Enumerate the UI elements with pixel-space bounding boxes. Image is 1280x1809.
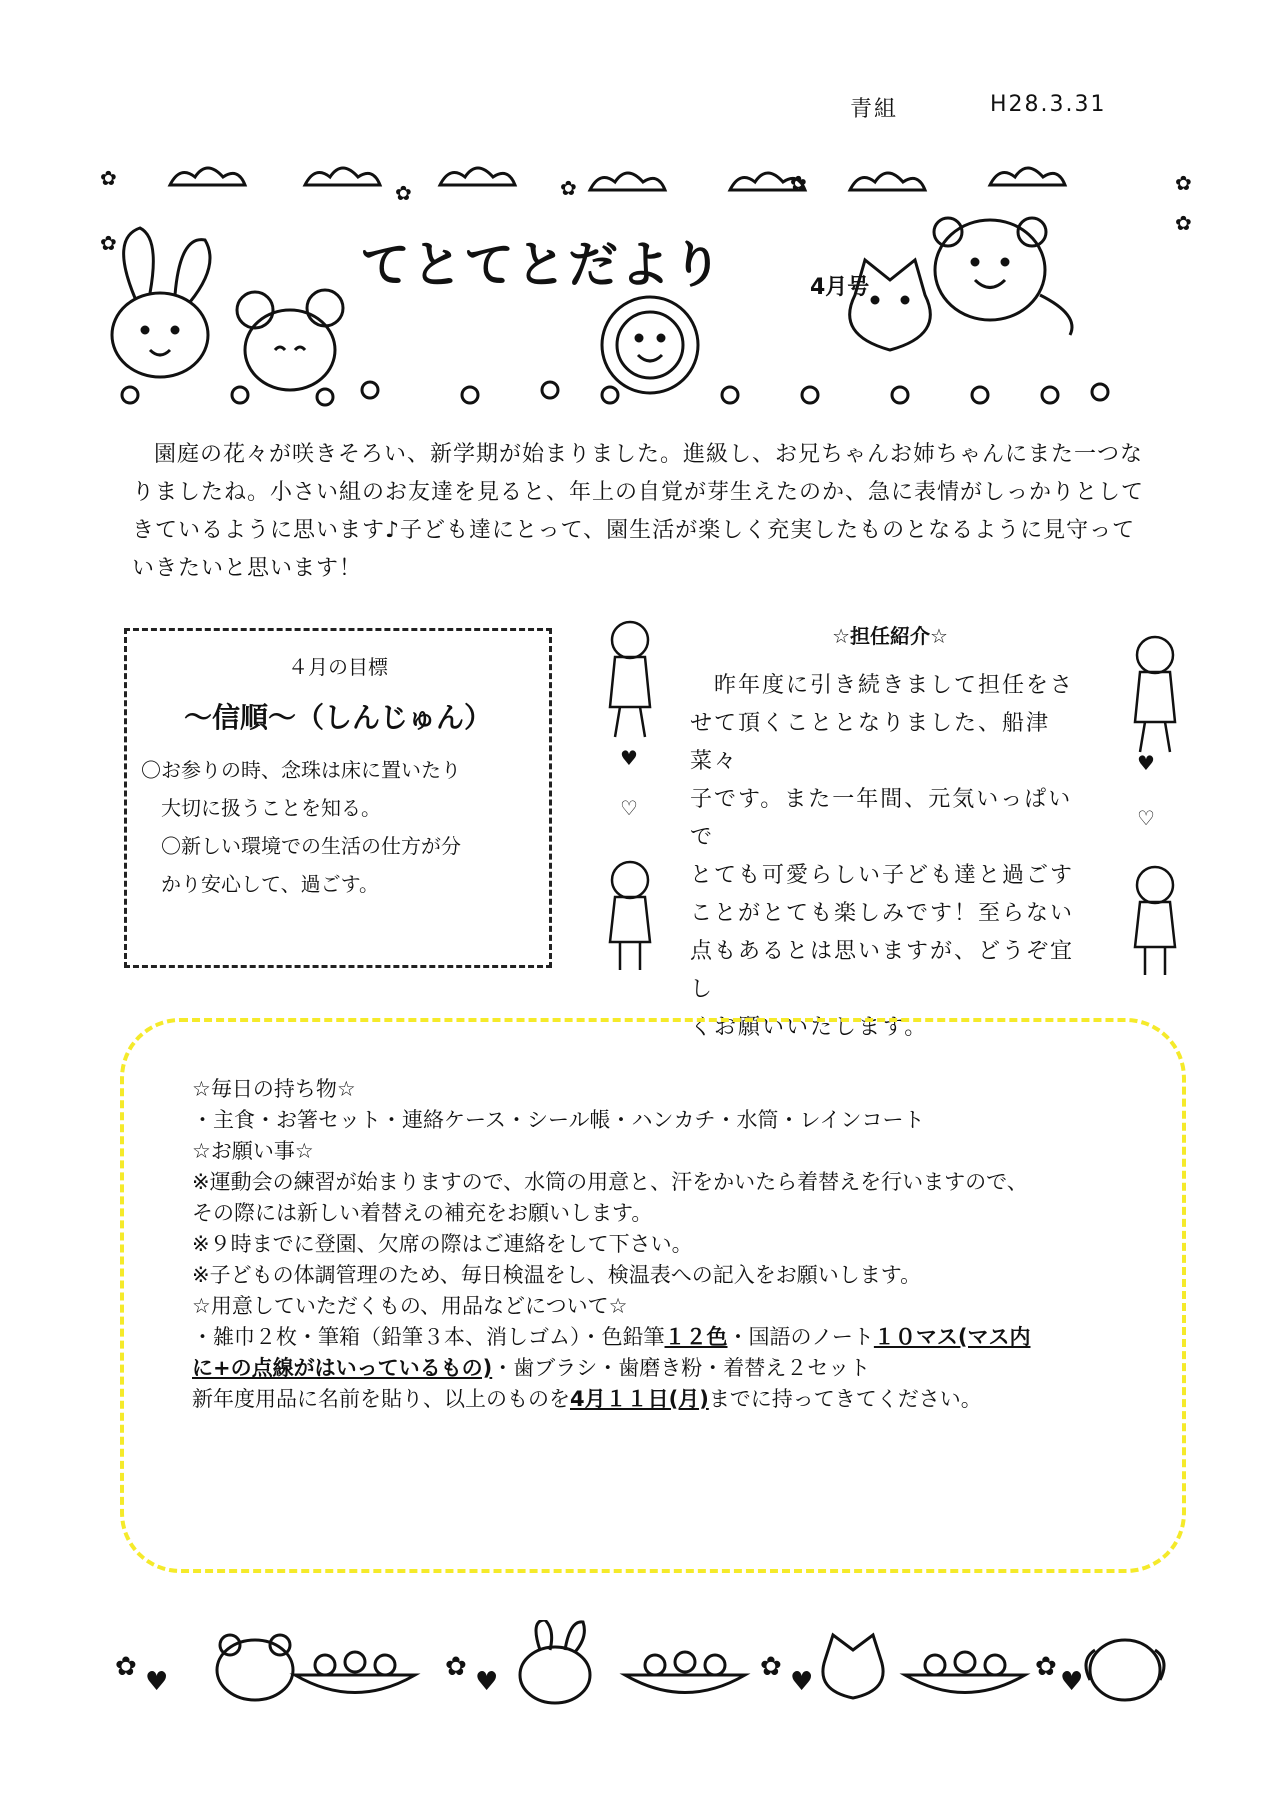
supplies-emphasis: に+の点線がはいっているもの) [192, 1356, 493, 1380]
issue-label: 4月号 [810, 275, 870, 300]
deadline-line [192, 1384, 1152, 1415]
intro-line: りましたね。小さい組のお友達を見ると、年上の自覚が芽生えたのか、急に表情がしっかりとして [132, 480, 1145, 505]
rabbit-icon [520, 1620, 590, 1703]
cloud-icon [850, 173, 925, 190]
request-line: ※９時までに登園、欠席の際はご連絡をして下さい。 [192, 1232, 693, 1256]
notice-lines [192, 1074, 1152, 1415]
lion-icon [602, 297, 698, 393]
supplies-line [192, 1353, 1152, 1384]
supplies-text: ・国語のノート [727, 1325, 874, 1349]
intro-paragraph [132, 436, 1172, 588]
basket-icon [905, 1652, 1025, 1693]
mouse-icon [237, 290, 343, 390]
cat-icon [823, 1635, 883, 1698]
cloud-icon [170, 168, 245, 185]
intro-line: 園庭の花々が咲きそろい、新学期が始まりました。進級し、お兄ちゃんお姉ちゃんにまた一つな [154, 442, 1144, 467]
goal-item: 〇新しい環境での生活の仕方が分 [141, 834, 461, 858]
basket-icon [625, 1652, 745, 1693]
deadline-date: 4月１１日(月) [570, 1387, 709, 1411]
goal-item: かり安心して、過ごす。 [141, 872, 379, 896]
strawberry-icon: ✿ [115, 1652, 137, 1682]
teacher-line: ことがとても楽しみです！至らない [690, 901, 1075, 926]
rabbit-icon [112, 228, 210, 377]
bear-icon [934, 218, 1072, 335]
heart-icon: ♥ [620, 746, 638, 770]
flower-icon: ✿ [560, 176, 577, 200]
daily-items-heading: ☆毎日の持ち物☆ [192, 1077, 356, 1101]
dog-icon [1086, 1640, 1164, 1700]
class-name: 青組 [850, 97, 899, 122]
cloud-icon [440, 168, 515, 185]
teacher-line: とても可愛らしい子ども達と過ごす [690, 863, 1075, 888]
strawberry-icon: ✿ [760, 1652, 782, 1682]
teacher-illustration-left [600, 615, 660, 975]
teacher-line: 子です。また一年間、元気いっぱいで [690, 787, 1073, 850]
teacher-line: 点もあるとは思いますが、どうぞ宜し [690, 939, 1075, 1002]
goal-item: 大切に扱うことを知る。 [141, 796, 381, 820]
daily-items: ・主食・お箸セット・連絡ケース・シール帳・ハンカチ・水筒・レインコート [192, 1108, 925, 1132]
teacher-introduction [690, 620, 1090, 1047]
teacher-heading: ☆担任紹介☆ [832, 624, 948, 648]
cloud-icon [990, 168, 1065, 185]
teacher-line: くお願いいたします。 [690, 1015, 929, 1040]
basket-icon [295, 1652, 415, 1693]
monthly-goal-box [124, 628, 552, 968]
requests-heading: ☆お願い事☆ [192, 1139, 314, 1163]
goal-theme: ～信順～（しんじゅん） [183, 701, 492, 734]
request-line: ※子どもの体調管理のため、毎日検温をし、検温表への記入をお願いします。 [192, 1263, 922, 1287]
intro-line: いきたいと思います！ [132, 556, 363, 581]
notice-box [120, 1018, 1186, 1573]
goal-items [141, 751, 545, 903]
heart-icon: ♡ [620, 796, 638, 820]
footer-illustration [105, 1620, 1185, 1710]
goal-item: 〇お参りの時、念珠は床に置いたり [141, 758, 461, 782]
cloud-icon [305, 168, 380, 185]
strawberry-icon: ✿ [445, 1652, 467, 1682]
flower-icon: ✿ [1175, 211, 1192, 235]
supplies-text: ・歯ブラシ・歯磨き粉・着替え２セット [492, 1356, 871, 1380]
cloud-icon [590, 173, 665, 190]
issue-date: H28.3.31 [990, 92, 1107, 117]
request-line: ※運動会の練習が始まりますので、水筒の用意と、汗をかいたら着替えを行いますので、 [192, 1170, 1028, 1194]
flower-icon: ✿ [790, 171, 807, 195]
strawberry-icon: ♥ [145, 1667, 169, 1697]
supplies-emphasis: １０マス(マス内 [873, 1325, 1031, 1349]
teacher-line: 昨年度に引き続きまして担任をさ [690, 673, 1075, 698]
newsletter-title: てとてとだより [360, 236, 724, 294]
teacher-illustration-right [1125, 630, 1185, 990]
deadline-text: 新年度用品に名前を貼り、以上のものを [192, 1387, 570, 1411]
intro-line: きているように思います♪子ども達にとって、園生活が楽しく充実したものとなるように見守って [132, 518, 1136, 543]
strawberry-icon: ✿ [1035, 1652, 1057, 1682]
deadline-text: までに持ってきてください。 [708, 1387, 982, 1411]
supplies-emphasis: １２色 [664, 1325, 728, 1349]
supplies-text: ・雑巾２枚・筆箱（鉛筆３本、消しゴム）・色鉛筆 [192, 1325, 665, 1349]
flower-icon: ✿ [395, 181, 412, 205]
strawberry-icon: ♥ [475, 1667, 499, 1697]
goal-heading: ４月の目標 [288, 655, 388, 679]
request-line: その際には新しい着替えの補充をお願いします。 [192, 1201, 653, 1225]
flower-icon: ✿ [100, 166, 117, 190]
strawberry-icon: ♥ [1060, 1667, 1084, 1697]
supplies-line [192, 1322, 1152, 1353]
supplies-heading: ☆用意していただくもの、用品などについて☆ [192, 1294, 628, 1318]
heart-icon: ♥ [1137, 751, 1155, 775]
teacher-body [690, 667, 1090, 1047]
flower-icon: ✿ [100, 231, 117, 255]
flower-icon: ✿ [1175, 171, 1192, 195]
heart-icon: ♡ [1137, 806, 1155, 830]
strawberry-icon: ♥ [790, 1667, 814, 1697]
bear-icon [217, 1635, 293, 1700]
teacher-line: せて頂くこととなりました、船津菜々 [690, 711, 1051, 774]
